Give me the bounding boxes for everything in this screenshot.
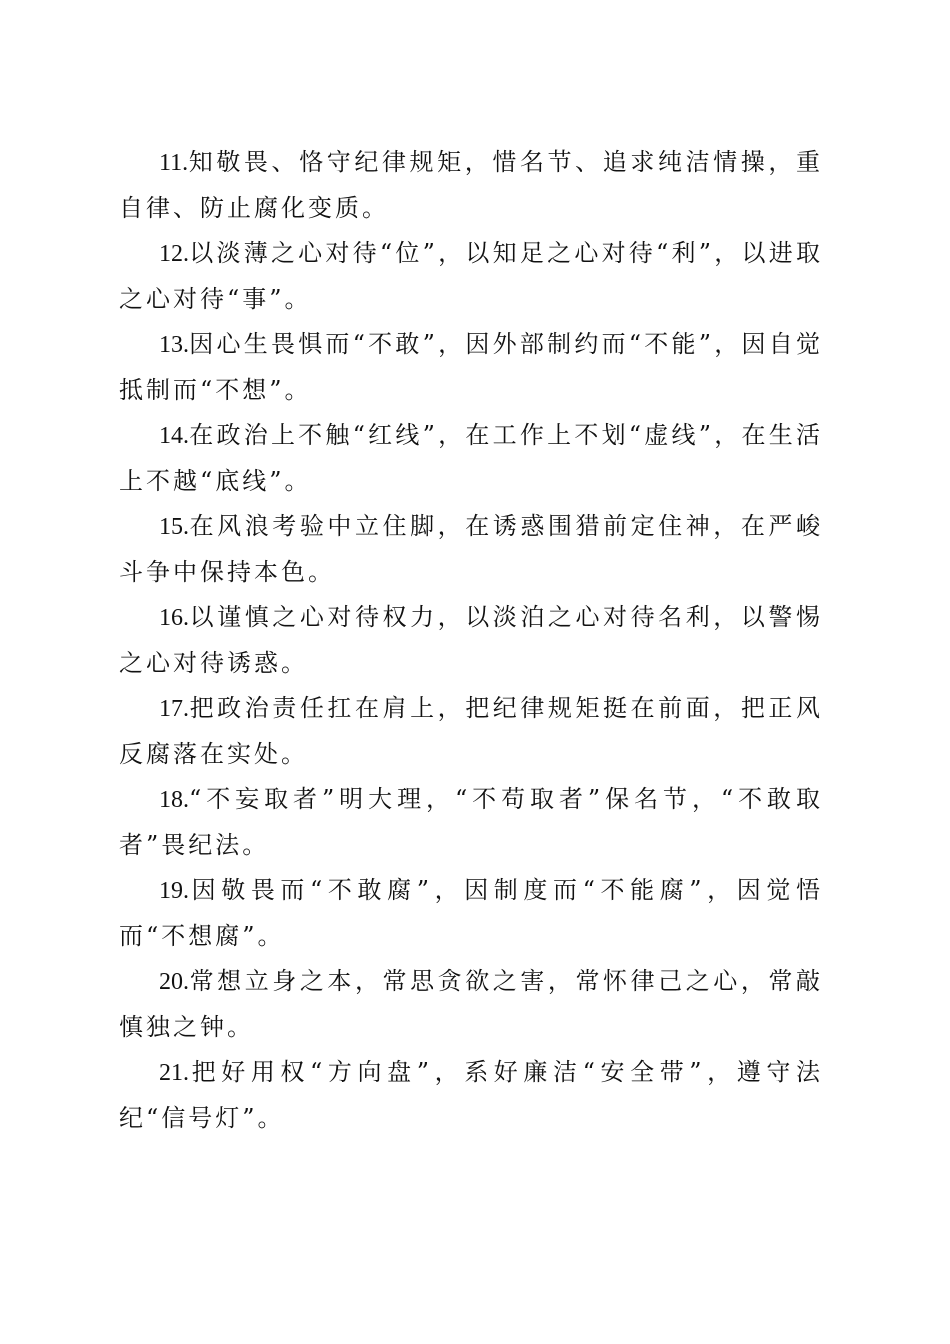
list-item [119, 595, 823, 686]
list-item [119, 231, 823, 322]
item-text: “不妄取者”明大理，“不苟取者”保名节，“不敢取者”畏纪法。 [119, 785, 823, 859]
item-number: 20. [159, 969, 189, 995]
item-text: 把好用权“方向盘”，系好廉洁“安全带”，遵守法纪“信号灯”。 [119, 1058, 823, 1132]
item-number: 18. [159, 787, 189, 813]
item-text: 在风浪考验中立住脚，在诱惑围猎前定住神，在严峻斗争中保持本色。 [119, 512, 823, 586]
list-item [119, 686, 823, 777]
item-text: 知敬畏、恪守纪律规矩，惜名节、追求纯洁情操，重自律、防止腐化变质。 [119, 148, 823, 222]
item-number: 14. [159, 423, 189, 449]
item-number: 15. [159, 514, 189, 540]
item-number: 19. [159, 878, 189, 904]
item-text: 以谨慎之心对待权力，以淡泊之心对待名利，以警惕之心对待诱惑。 [119, 603, 823, 677]
item-text: 在政治上不触“红线”，在工作上不划“虚线”，在生活上不越“底线”。 [119, 421, 823, 495]
item-text: 因敬畏而“不敢腐”，因制度而“不能腐”，因觉悟而“不想腐”。 [119, 876, 823, 950]
list-item [119, 959, 823, 1050]
item-text: 以淡薄之心对待“位”，以知足之心对待“利”，以进取之心对待“事”。 [119, 239, 823, 313]
item-number: 12. [159, 241, 189, 267]
item-text: 常想立身之本，常思贪欲之害，常怀律己之心，常敲慎独之钟。 [119, 967, 823, 1041]
item-text: 因心生畏惧而“不敢”，因外部制约而“不能”，因自觉抵制而“不想”。 [119, 330, 823, 404]
item-number: 16. [159, 605, 189, 631]
item-number: 17. [159, 696, 189, 722]
list-item [119, 322, 823, 413]
list-item [119, 504, 823, 595]
list-item [119, 413, 823, 504]
list-item [119, 140, 823, 231]
list-item [119, 1050, 823, 1141]
item-number: 11. [159, 150, 189, 176]
list-item [119, 868, 823, 959]
item-number: 13. [159, 332, 189, 358]
document-body [119, 140, 823, 1141]
item-text: 把政治责任扛在肩上，把纪律规矩挺在前面，把正风反腐落在实处。 [119, 694, 823, 768]
list-item [119, 777, 823, 868]
item-number: 21. [159, 1060, 189, 1086]
